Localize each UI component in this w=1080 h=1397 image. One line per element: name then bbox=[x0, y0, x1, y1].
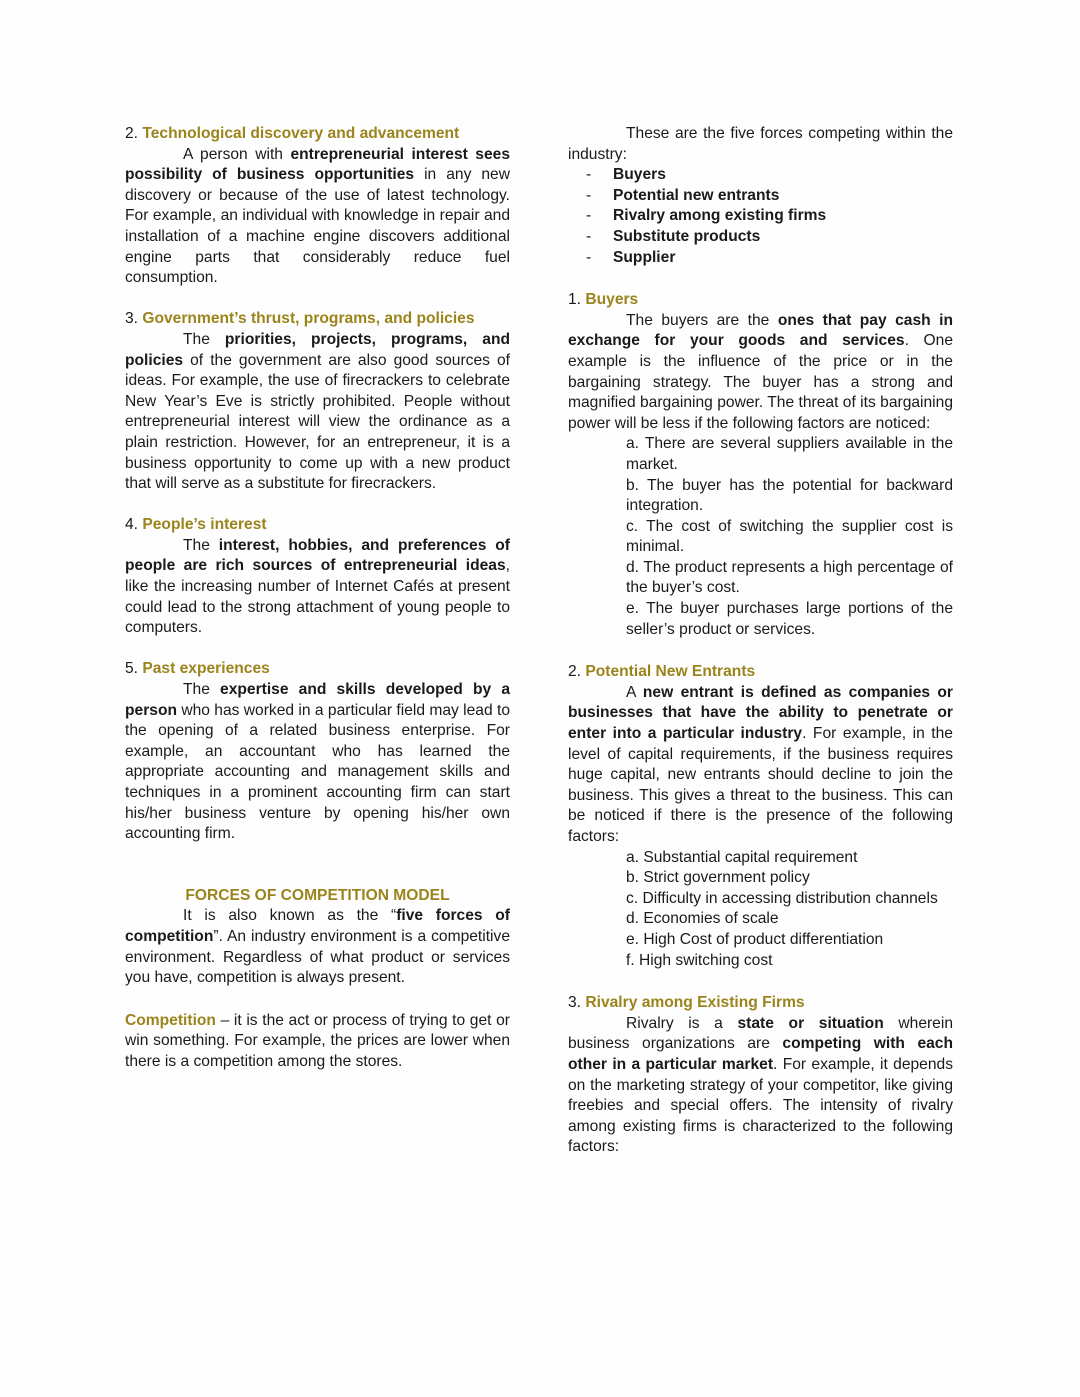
list-item: d. Economies of scale bbox=[626, 910, 779, 928]
body-text-rest: ”. An industry environment is a competitive environment. Regardless of what product or services you have, competition is always present. bbox=[125, 927, 510, 987]
body-text-bold: new entrant is defined as companies or businesses that have the ability to penetrate or enter into a particular industry bbox=[568, 683, 953, 743]
body-text-rest: . One example is the influence of the price or in the bargaining strategy. The buyer has a strong and magnified bargaining power. The threat of its bargaining power will be less if the following factors are noticed: bbox=[568, 332, 953, 432]
body-text-rest: . For example, in the level of capital requirements, if the business requires huge capital, new entrants should decline to join the business. This gives a threat to the business. This can be noticed if there is the presence of the following factors: bbox=[568, 725, 953, 845]
list-item: a. There are several suppliers available in the market. bbox=[626, 435, 953, 473]
body-text-lead: The buyers are the bbox=[626, 311, 778, 329]
section-title: Past experiences bbox=[142, 660, 270, 678]
body-text-bold-2: competing with each other in a particular market bbox=[568, 1035, 953, 1073]
right-column bbox=[568, 124, 953, 1158]
dash-bullet-icon: - bbox=[586, 207, 592, 225]
spacer bbox=[125, 639, 510, 660]
body-text-rest: who has worked in a particular field may lead to the opening of a related business enterprise. For example, an accountant who has learned the appropriate accounting and management skills and techniques in a prominent accounting firm can start his/her business venture by opening his/her own accounting firm. bbox=[125, 701, 510, 843]
section-number: 2. bbox=[125, 125, 139, 142]
list-item: e. High Cost of product differentiation bbox=[626, 930, 884, 948]
five-forces-list bbox=[568, 165, 953, 268]
body-text-bold-1: state or situation bbox=[737, 1014, 884, 1032]
list-item bbox=[568, 248, 953, 269]
body-text-lead: The bbox=[183, 536, 219, 554]
body-text-bold: priorities, projects, programs, and policies bbox=[125, 330, 511, 369]
force-body-rivalry bbox=[568, 1014, 953, 1158]
body-text-bold: expertise and skills developed by a person bbox=[125, 681, 510, 719]
body-text-lead: A person with bbox=[183, 145, 291, 163]
competition-body: – it is the act or process of trying to get or win something. For example, the prices are lower when there is a competition among the stores. bbox=[125, 1011, 510, 1070]
forces-model-title: FORCES OF COMPETITION MODEL bbox=[185, 886, 450, 904]
list-item: c. Difficulty in accessing distribution channels bbox=[626, 889, 938, 907]
body-text-bold: five forces of competition bbox=[125, 907, 510, 945]
section-heading-past-experiences bbox=[125, 659, 510, 680]
force-heading-rivalry bbox=[568, 993, 953, 1014]
force-title: Potential New Entrants bbox=[585, 663, 756, 681]
two-column-layout bbox=[125, 124, 953, 1158]
list-item: d. The product represents a high percentage of the buyer’s cost. bbox=[626, 558, 953, 597]
five-forces-intro: These are the five forces competing within the industry: bbox=[568, 125, 953, 163]
force-number: 2. bbox=[568, 663, 582, 681]
spacer bbox=[568, 971, 953, 993]
section-heading-people-interest bbox=[125, 515, 510, 536]
dash-bullet-icon: - bbox=[586, 248, 592, 266]
spacer bbox=[125, 989, 510, 1011]
list-item-label: Substitute products bbox=[613, 227, 761, 245]
force-body-buyers bbox=[568, 311, 953, 435]
force-number: 1. bbox=[568, 291, 582, 309]
body-text-rest: of the government are also good sources of ideas. For example, the use of firecrackers to celebrate New Year’s Eve is strictly prohibited. People without entrepreneurial interest will view the ordinance as a plain restriction. However, for an entrepreneur, it is a business opportunity to come up with a new product that will serve as a substitute for firecrackers. bbox=[125, 351, 510, 493]
body-text-rest: , like the increasing number of Internet Cafés at present could lead to the strong attachment of young people to computers. bbox=[125, 557, 510, 637]
section-number: 4. bbox=[125, 516, 139, 534]
list-item: b. The buyer has the potential for backward integration. bbox=[626, 476, 953, 515]
section-title: Government’s thrust, programs, and policies bbox=[142, 310, 475, 328]
force-title: Buyers bbox=[585, 291, 639, 309]
section-body-past-experiences bbox=[125, 680, 510, 845]
body-text-lead: A bbox=[626, 683, 643, 701]
list-item bbox=[568, 186, 953, 207]
section-number: 5. bbox=[125, 660, 139, 678]
forces-model-body bbox=[125, 906, 510, 988]
body-text-lead: It is also known as the “ bbox=[183, 907, 397, 925]
list-item bbox=[568, 206, 953, 227]
list-item-label: Buyers bbox=[613, 166, 666, 184]
body-text-lead: Rivalry is a bbox=[626, 1014, 738, 1032]
spacer bbox=[125, 289, 510, 310]
body-text-bold: interest, hobbies, and preferences of people are rich sources of entrepreneurial ideas bbox=[125, 536, 511, 575]
competition-definition bbox=[125, 1011, 510, 1073]
force-title: Rivalry among Existing Firms bbox=[585, 994, 805, 1012]
section-heading-government bbox=[125, 309, 510, 330]
force-number: 3. bbox=[568, 994, 582, 1012]
competition-term: Competition bbox=[125, 1011, 216, 1029]
body-text-mid: wherein business organizations are bbox=[568, 1014, 953, 1053]
section-number: 3. bbox=[125, 310, 139, 328]
list-item: c. The cost of switching the supplier cost is minimal. bbox=[626, 517, 953, 556]
section-title: People’s interest bbox=[142, 516, 267, 534]
spacer bbox=[125, 845, 510, 886]
list-item: a. Substantial capital requirement bbox=[626, 848, 858, 866]
list-item bbox=[568, 165, 953, 186]
force-body-potential-new-entrants bbox=[568, 683, 953, 848]
left-column bbox=[125, 124, 510, 1158]
list-item-label: Supplier bbox=[613, 248, 676, 266]
list-item: b. Strict government policy bbox=[626, 869, 810, 887]
spacer bbox=[568, 640, 953, 662]
dash-bullet-icon: - bbox=[586, 166, 592, 184]
list-item: e. The buyer purchases large portions of the seller’s product or services. bbox=[626, 600, 953, 638]
list-item-label: Rivalry among existing firms bbox=[613, 207, 827, 225]
spacer bbox=[568, 268, 953, 290]
dash-bullet-icon: - bbox=[586, 186, 592, 204]
list-item: f. High switching cost bbox=[626, 951, 773, 969]
section-body-government bbox=[125, 330, 510, 495]
section-title: Technological discovery and advancement bbox=[142, 125, 460, 142]
spacer bbox=[125, 495, 510, 516]
body-text-lead: The bbox=[183, 681, 221, 699]
force-heading-buyers bbox=[568, 290, 953, 311]
force-heading-potential-new-entrants bbox=[568, 662, 953, 683]
section-heading-technological bbox=[125, 124, 510, 145]
list-item bbox=[568, 227, 953, 248]
buyers-factor-list bbox=[626, 434, 953, 640]
body-text-rest: in any new discovery or because of the use of latest technology. For example, an individual with knowledge in repair and installation of a machine engine discovers additional engine parts that considerably reduce fuel consumption. bbox=[125, 166, 510, 287]
entrants-factor-list bbox=[626, 848, 953, 972]
body-text-rest: . For example, it depends on the marketing strategy of your competitor, like giving freebies and special offers. The intensity of rivalry among existing firms is characterized to the following factors: bbox=[568, 1055, 953, 1156]
body-text-lead: The bbox=[183, 330, 225, 348]
body-text-bold: entrepreneurial interest sees possibility of business opportunities bbox=[125, 145, 510, 184]
list-item-label: Potential new entrants bbox=[613, 186, 780, 204]
dash-bullet-icon: - bbox=[586, 227, 592, 245]
section-body-technological bbox=[125, 145, 510, 289]
body-text-bold: ones that pay cash in exchange for your goods and services bbox=[568, 311, 953, 350]
section-body-people-interest bbox=[125, 536, 510, 639]
